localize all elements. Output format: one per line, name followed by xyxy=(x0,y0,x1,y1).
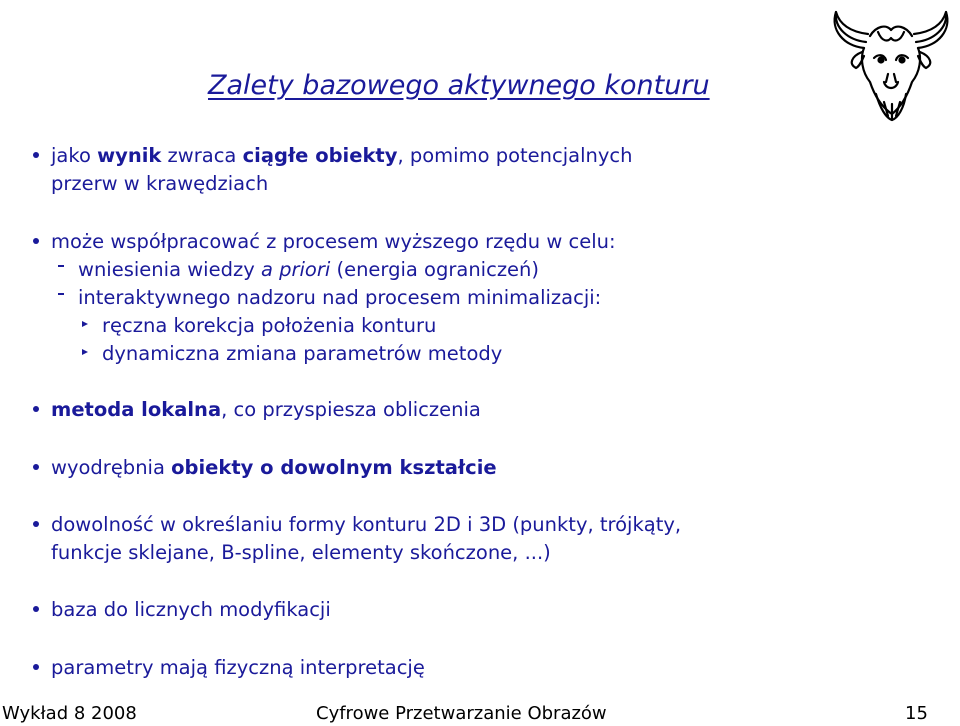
sub-list-item: wniesienia wiedzy a priori (energia ograniczeń) xyxy=(78,258,540,281)
dash-icon xyxy=(58,265,64,267)
bullet-icon xyxy=(33,152,39,158)
list-item: baza do licznych modyfikacji xyxy=(51,598,331,621)
sub-sub-list-item: dynamiczna zmiana parametrów metody xyxy=(102,342,503,365)
footer-page-number: 15 xyxy=(905,703,928,724)
dash-icon xyxy=(58,293,64,295)
list-item: metoda lokalna, co przyspiesza obliczenia xyxy=(51,398,481,421)
footer-center: Cyfrowe Przetwarzanie Obrazów xyxy=(316,703,607,724)
bullet-icon xyxy=(33,521,39,527)
list-item: może współpracować z procesem wyższego rzędu w celu: xyxy=(51,230,616,253)
list-item-continuation: przerw w krawędziach xyxy=(51,172,269,195)
bullet-icon xyxy=(33,406,39,412)
footer-left: Wykład 8 2008 xyxy=(2,703,137,724)
bullet-icon xyxy=(33,664,39,670)
bullet-icon xyxy=(33,464,39,470)
list-item: parametry mają fizyczną interpretację xyxy=(51,656,425,679)
sub-sub-list-item: ręczna korekcja położenia konturu xyxy=(102,314,437,337)
list-item: jako wynik zwraca ciągłe obiekty, pomimo potencjalnych xyxy=(51,144,633,167)
list-item: wyodrębnia obiekty o dowolnym kształcie xyxy=(51,456,497,479)
list-item-continuation: funkcje sklejane, B-spline, elementy skończone, ...) xyxy=(51,541,551,564)
sub-list-item: interaktywnego nadzoru nad procesem minimalizacji: xyxy=(78,286,602,309)
list-item: dowolność w określaniu formy konturu 2D i 3D (punkty, trójkąty, xyxy=(51,513,682,536)
bullet-icon xyxy=(33,606,39,612)
triangle-bullet-icon xyxy=(82,321,88,327)
triangle-bullet-icon xyxy=(82,349,88,355)
gnu-head-logo xyxy=(826,2,956,124)
bullet-icon xyxy=(33,238,39,244)
slide-title: Zalety bazowego aktywnego konturu xyxy=(208,70,710,101)
